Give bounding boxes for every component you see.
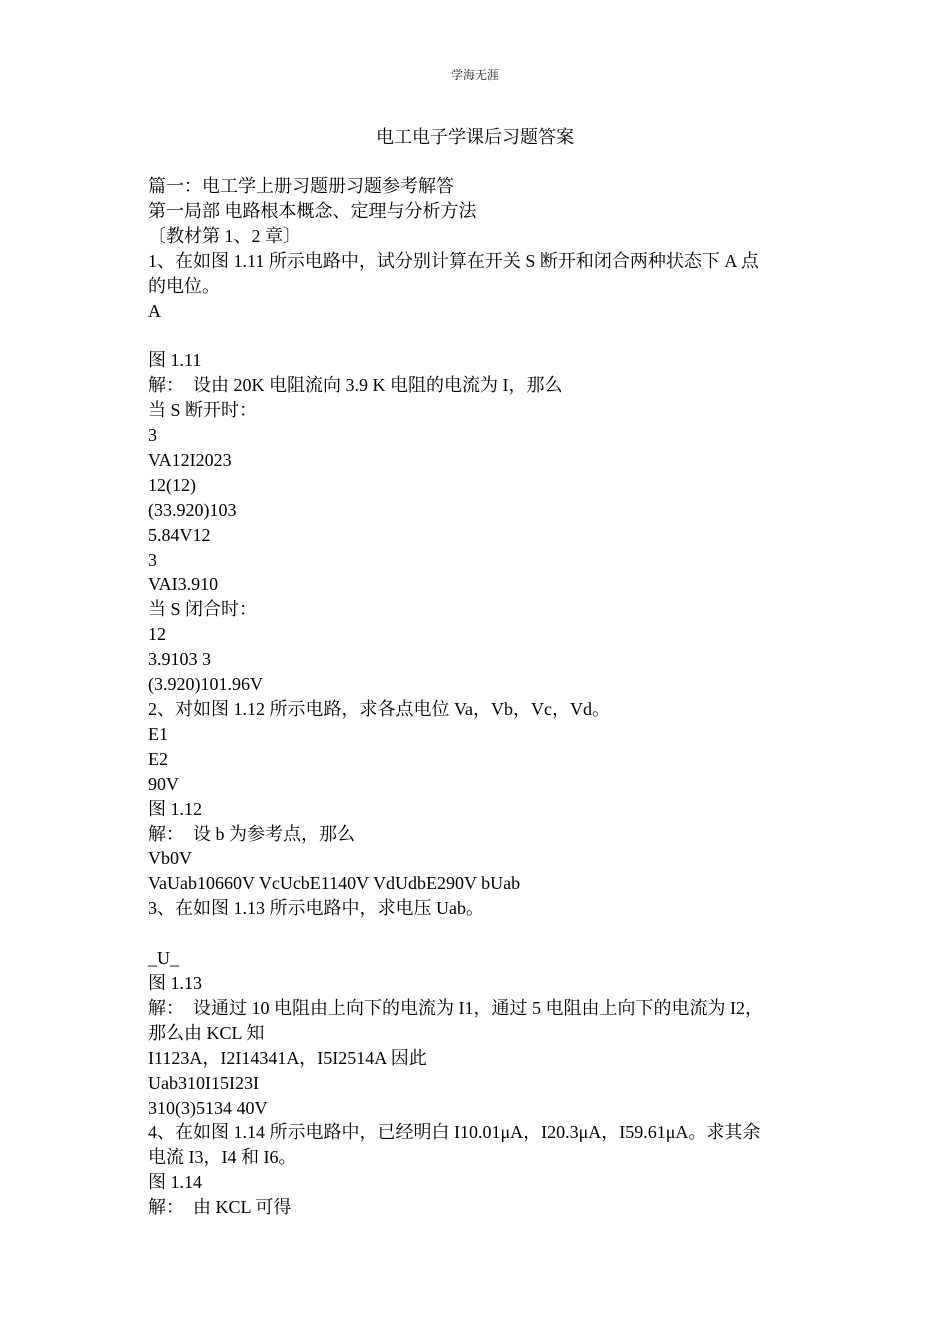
body-line: 篇一：电工学上册习题册习题参考解答 (148, 176, 454, 196)
body-line: 图 1.11 (148, 350, 202, 371)
body-line: 图 1.12 (148, 798, 202, 819)
body-line: 3、在如图 1.13 所示电路中，求电压 Uab。 (148, 898, 484, 919)
body-line: 12 (148, 624, 166, 645)
document-title: 电工电子学课后习题答案 (376, 127, 574, 147)
body-line: 第一局部 电路根本概念、定理与分析方法 (148, 200, 477, 221)
body-line: E1 (148, 723, 168, 744)
body-line: 电流 I3，I4 和 I6。 (148, 1147, 297, 1168)
body-line: 2、对如图 1.12 所示电路，求各点电位 Va，Vb，Vc，Vd。 (148, 699, 610, 720)
body-line: 〔教材第 1、2 章〕 (148, 225, 301, 246)
body-line: 解： 设 b 为参考点，那么 (148, 823, 355, 844)
body-line: Uab310I15I23I (148, 1072, 259, 1093)
body-line (148, 921, 808, 946)
body-line: 310(3)5134 40V (148, 1097, 268, 1118)
body-line (148, 323, 808, 348)
body-line: _U_ (148, 948, 179, 969)
body-line: 当 S 断开时： (148, 400, 258, 421)
body-line: 当 S 闭合时： (148, 599, 258, 620)
body-line: (33.920)103 (148, 499, 237, 520)
page-header-note: 学海无涯 (450, 68, 499, 82)
body-line: 图 1.14 (148, 1172, 202, 1193)
body-line: 解： 设通过 10 电阻由上向下的电流为 I1，通过 5 电阻由上向下的电流为 I2， (148, 997, 763, 1018)
body-line: 解： 设由 20K 电阻流向 3.9 K 电阻的电流为 I，那么 (148, 375, 563, 396)
body-line: 图 1.13 (148, 972, 202, 993)
body-line: 1、在如图 1.11 所示电路中，试分别计算在开关 S 断开和闭合两种状态下 A 点 (148, 250, 759, 271)
body-line: VaUab10660V VcUcbE1140V VdUdbE290V bUab (148, 873, 521, 894)
body-line: 90V (148, 773, 179, 794)
body-line: Vb0V (148, 848, 192, 869)
body-line: 5.84V12 (148, 524, 211, 545)
body-line: VAI3.910 (148, 574, 219, 595)
body-line: 解： 由 KCL 可得 (148, 1197, 292, 1218)
body-line: 那么由 KCL 知 (148, 1022, 265, 1043)
body-line: 12(12) (148, 474, 196, 495)
document-body (148, 174, 808, 1220)
body-line: 4、在如图 1.14 所示电路中，已经明白 I10.01μA，I20.3μA，I59.61μA。求其余 (148, 1122, 761, 1143)
body-line: 3 (148, 425, 157, 446)
body-line: I1123A，I2I14341A，I5I2514A 因此 (148, 1047, 427, 1068)
body-line: 的电位。 (148, 275, 220, 296)
body-line: A (148, 300, 161, 321)
body-line: 3.9103 3 (148, 649, 211, 670)
body-line: 3 (148, 549, 157, 570)
body-line: (3.920)101.96V (148, 674, 263, 695)
body-line: E2 (148, 748, 168, 769)
body-line: VA12I2023 (148, 449, 232, 470)
